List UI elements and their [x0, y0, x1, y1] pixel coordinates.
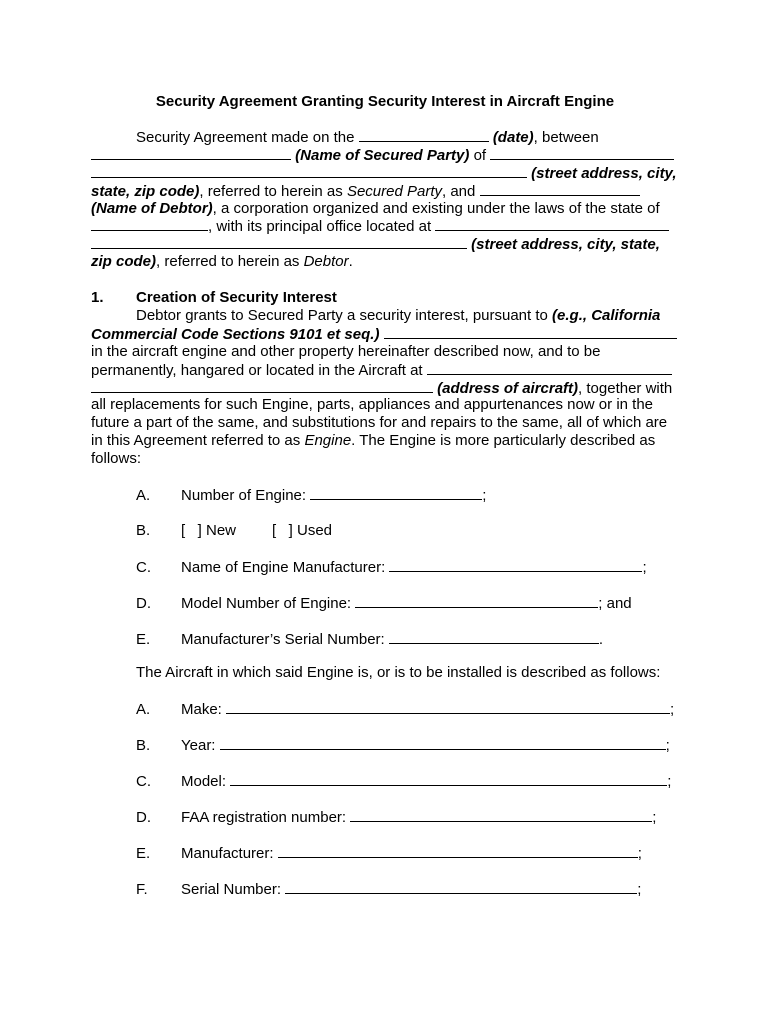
intro-line-4: state, zip code), referred to herein as Secured Party, and [91, 182, 681, 200]
engine-item-manufacturer: C. Name of Engine Manufacturer: ; [136, 559, 647, 576]
s1-line-4: permanently, hangared or located in the Aircraft at [91, 361, 681, 379]
aircraft-intro: The Aircraft in which said Engine is, or is to be installed is described as follows: [136, 664, 661, 681]
document-title: Security Agreement Granting Security Interest in Aircraft Engine [155, 93, 615, 110]
aircraft-manufacturer-blank[interactable] [278, 844, 638, 858]
engine-manufacturer-blank[interactable] [389, 558, 642, 572]
intro-line-7: (street address, city, state, [91, 235, 681, 253]
intro-paragraph [91, 128, 681, 271]
aircraft-model-blank[interactable] [230, 772, 667, 786]
intro-line-1: Security Agreement made on the (date), between [136, 129, 599, 146]
s1-line-9: follows: [91, 450, 142, 468]
aircraft-year-blank[interactable] [220, 736, 666, 750]
statute-blank[interactable] [384, 325, 677, 339]
s1-line-5: (address of aircraft), together with [91, 379, 681, 397]
intro-line-3: (street address, city, [91, 164, 681, 182]
s1-line-6: all replacements for such Engine, parts, appliances and appurtenances now or in the [91, 396, 654, 414]
section-1-paragraph [91, 307, 681, 468]
s1-line-1: Debtor grants to Secured Party a security interest, pursuant to (e.g., California [136, 307, 661, 324]
s1-line-2: Commercial Code Sections 9101 et seq.) [91, 325, 681, 343]
engine-serial-blank[interactable] [389, 630, 599, 644]
s1-line-7: future a part of the same, and substitutions for and repairs to the same, all of which are [91, 414, 668, 432]
s1-line-3: in the aircraft engine and other property hereinafter described now, and to be [91, 342, 601, 360]
aircraft-item-make: A. Make: ; [136, 701, 675, 718]
engine-item-serial: E. Manufacturer’s Serial Number: . [136, 631, 604, 648]
debtor-address-blank-2[interactable] [91, 235, 467, 249]
date-blank[interactable] [359, 128, 489, 142]
aircraft-serial-blank[interactable] [285, 880, 637, 894]
engine-item-number: A. Number of Engine: ; [136, 487, 487, 504]
aircraft-item-faa: D. FAA registration number: ; [136, 809, 657, 826]
secured-party-address-blank-1[interactable] [490, 146, 674, 160]
aircraft-make-blank[interactable] [226, 700, 670, 714]
aircraft-item-manufacturer: E. Manufacturer: ; [136, 845, 642, 862]
aircraft-item-serial: F. Serial Number: ; [136, 881, 642, 898]
intro-line-2: (Name of Secured Party) of [91, 146, 681, 164]
used-checkbox[interactable]: [ ] Used [272, 522, 333, 539]
aircraft-item-model: C. Model: ; [136, 773, 672, 790]
engine-model-blank[interactable] [355, 594, 598, 608]
aircraft-item-year: B. Year: ; [136, 737, 670, 754]
intro-line-8: zip code), referred to herein as Debtor. [91, 253, 353, 271]
engine-number-blank[interactable] [310, 486, 482, 500]
engine-item-condition: B. [ ] New [ ] Used [136, 522, 333, 539]
new-checkbox[interactable]: [ ] New [181, 522, 237, 539]
secured-party-address-blank-2[interactable] [91, 164, 527, 178]
debtor-address-blank-1[interactable] [435, 217, 669, 231]
section-1-heading: 1. Creation of Security Interest [91, 289, 337, 306]
intro-line-6: , with its principal office located at [91, 217, 681, 235]
intro-line-5: (Name of Debtor), a corporation organized and existing under the laws of the state of [91, 199, 660, 217]
faa-registration-blank[interactable] [350, 808, 652, 822]
secured-party-name-blank[interactable] [91, 146, 291, 160]
aircraft-location-blank-1[interactable] [427, 361, 672, 375]
aircraft-location-blank-2[interactable] [91, 379, 433, 393]
engine-item-model: D. Model Number of Engine: ; and [136, 595, 632, 612]
state-blank[interactable] [91, 217, 208, 231]
s1-line-8: in this Agreement referred to as Engine. The Engine is more particularly described as [91, 432, 656, 450]
debtor-name-blank-1[interactable] [480, 182, 640, 196]
